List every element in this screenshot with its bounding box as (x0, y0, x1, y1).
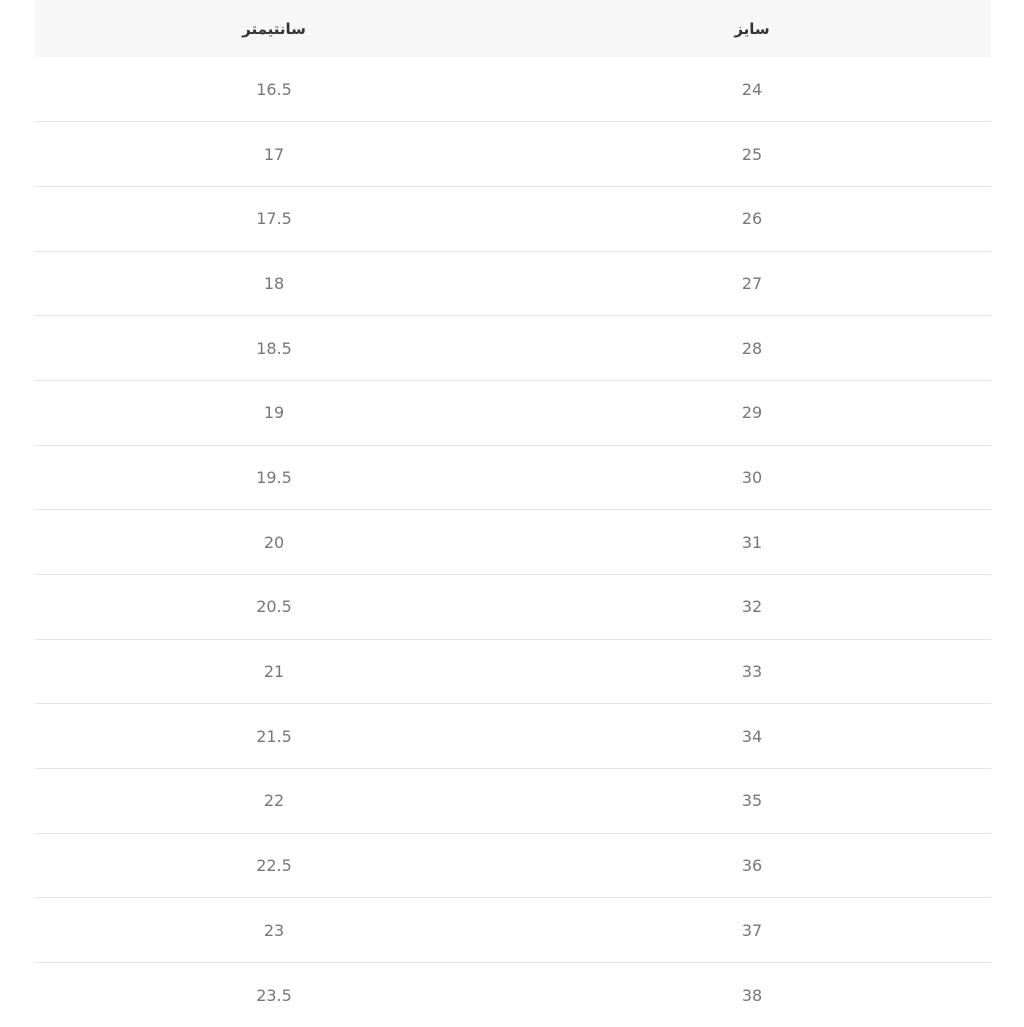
size-cell: 28 (741, 338, 763, 358)
size-cell: 26 (741, 209, 763, 229)
cm-cell: 23.5 (256, 985, 292, 1005)
size-cell: 33 (741, 662, 763, 682)
table-header-row (35, 0, 991, 57)
column-header-size: سایز (734, 19, 770, 38)
size-cell: 25 (741, 144, 763, 164)
size-cell: 24 (741, 79, 763, 99)
table-row (35, 704, 991, 769)
size-cell: 30 (741, 467, 763, 487)
table-header (35, 0, 991, 57)
cm-cell: 20 (263, 532, 285, 552)
cm-cell: 18.5 (256, 338, 292, 358)
cm-cell: 20.5 (256, 597, 292, 617)
cm-cell: 16.5 (256, 79, 292, 99)
table-row (35, 445, 991, 510)
table-row (35, 769, 991, 834)
cm-cell: 22 (263, 791, 285, 811)
cm-cell: 17 (263, 144, 285, 164)
size-cell: 37 (741, 920, 763, 940)
table-body (35, 57, 991, 1027)
table-row (35, 575, 991, 640)
size-cell: 29 (741, 403, 763, 423)
table-row (35, 186, 991, 251)
size-cell: 35 (741, 791, 763, 811)
column-header-centimeter: سانتیمتر (242, 19, 306, 38)
table-row (35, 122, 991, 187)
cm-cell: 21.5 (256, 726, 292, 746)
size-cell: 27 (741, 273, 763, 293)
cm-cell: 19.5 (256, 467, 292, 487)
cm-cell: 22.5 (256, 856, 292, 876)
table-row (35, 57, 991, 122)
cm-cell: 23 (263, 920, 285, 940)
size-cell: 36 (741, 856, 763, 876)
size-cell: 34 (741, 726, 763, 746)
size-cell: 31 (741, 532, 763, 552)
cm-cell: 18 (263, 273, 285, 293)
size-cell: 32 (741, 597, 763, 617)
table-row (35, 251, 991, 316)
table-row (35, 510, 991, 575)
table-row (35, 316, 991, 381)
table-row (35, 898, 991, 963)
cm-cell: 17.5 (256, 209, 292, 229)
cm-cell: 19 (263, 403, 285, 423)
table-row (35, 963, 991, 1027)
table-row (35, 380, 991, 445)
cm-cell: 21 (263, 662, 285, 682)
size-cell: 38 (741, 985, 763, 1005)
table-row (35, 639, 991, 704)
size-chart-table (35, 0, 991, 1027)
table-row (35, 833, 991, 898)
